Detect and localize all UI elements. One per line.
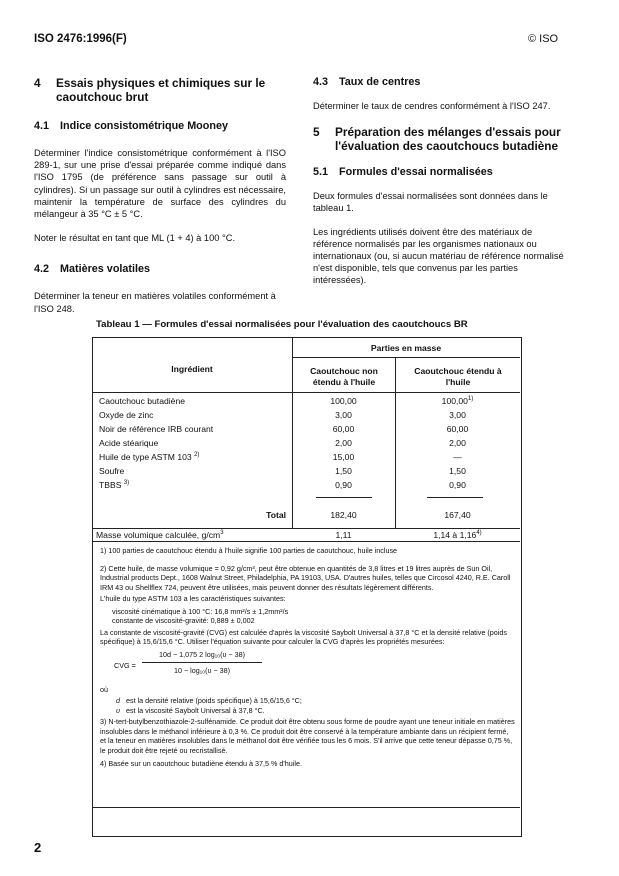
- section-5-1-paragraph-2: Les ingrédients utilisés doivent être des matériaux de référence normalisés par les organismes nationaux ou internationaux (ou, si aucun matériau de référence normalisé n'est disponible, tels que convenus par les parties intéressées).: [313, 226, 564, 286]
- ingredient-row-1-name: Caoutchouc butadiène: [99, 396, 186, 406]
- cvg-numerator: 10d − 1,075 2 log₁₀(υ − 38): [158, 649, 246, 659]
- ingredient-row-4-b: 2,00: [449, 438, 466, 448]
- section-4-1-paragraph-1: Déterminer l'indice consistométrique conformément à l'ISO 289-1, sur une prise d'essai préparée comme indiqué dans l'ISO 1795 (de préférence sans passage sur outil à cylindres). Si un passage sur outil à cylindres est nécessaire, maintenir la température de surface des cylindres du mélangeur à 35 °C ± 5 °C.: [34, 148, 286, 220]
- table-title: Tableau 1 — Formules d'essai normalisées pour l'évaluation des caoutchoucs BR: [96, 319, 468, 330]
- note-2-cvg-text: La constante de viscosité-gravité (CVG) est calculée d'après la viscosité Saybolt Universal à 37,8 °C et la densité relative (poids spécifique) à 15,6/15,6 °C. Utiliser l'équation suivante pour calculer la CVG d'après les propriétés mesurées:: [100, 627, 507, 646]
- ingredient-row-5-a: 15,00: [332, 452, 355, 462]
- where-label: où: [100, 684, 108, 694]
- cvg-denominator: 10 − log₁₀(υ − 38): [173, 665, 231, 675]
- density-top-rule: [92, 528, 520, 529]
- ingredient-row-5-name: Huile de type ASTM 103 $^{2)}$: [99, 452, 200, 462]
- notes-top-rule: [92, 541, 520, 542]
- page-number: 2: [34, 840, 42, 855]
- section-4-1-heading: 4.1 Indice consistométrique Mooney: [34, 120, 228, 132]
- cvg-label: CVG =: [114, 660, 136, 670]
- section-5-1-paragraph-1: Deux formules d'essai normalisées sont données dans le tableau 1.: [313, 191, 548, 214]
- ingredient-header: Ingrédient: [171, 364, 213, 374]
- ingredient-row-3-b: 60,00: [446, 424, 469, 434]
- ingredient-row-6-name: Soufre: [99, 466, 125, 476]
- column-a-header: Caoutchouc non étendu à l'huile: [310, 366, 378, 387]
- note-3: 3) N-tert-butylbenzothiazole-2-sulfénamide. Ce produit doit être obtenu sous forme de poudre ayant une teneur initiale en matières insolubles dans le méthanol inférieure à 0,3 %. Ce produit doit être conservé à la température ambiante dans un récipient fermé, et la teneur en matières insolubles dans le méthanol doit être vérifiée tous les 6 mois. S'il arrive que cette teneur dépasse 0,75 %, le produit doit être rejeté ou recristallisé.: [100, 717, 515, 755]
- table-notes: [100, 546, 515, 769]
- section-5-heading: 5 Préparation des mélanges d'essais pour l'évaluation des caoutchoucs butadiène: [313, 125, 561, 154]
- parts-header: Parties en masse: [370, 343, 442, 353]
- right-column: [313, 76, 566, 287]
- ingredient-row-5-note: 2): [194, 452, 200, 459]
- ingredient-row-3-a: 60,00: [332, 424, 355, 434]
- ingredient-row-1-b-note: 1): [467, 396, 474, 403]
- parts-header-rule: [292, 357, 520, 358]
- note-4-rule: [92, 807, 520, 808]
- ingredient-row-7-a: 0,90: [335, 480, 352, 490]
- cvg-formula: [100, 647, 515, 683]
- ingredient-row-1-a: 100,00: [330, 396, 357, 406]
- section-4-1-paragraph-2: Noter le résultat en tant que ML (1 + 4) à 100 °C.: [34, 233, 236, 244]
- density-b: 1,14 à 1,16$^{4)}$: [433, 530, 482, 540]
- header-rule: [92, 392, 520, 393]
- total-b: 167,40: [444, 510, 471, 520]
- section-5-1-heading: 5.1 Formules d'essai normalisées: [313, 166, 493, 179]
- fraction-bar: [142, 662, 262, 663]
- section-4-3-heading: 4.3 Taux de centres: [313, 76, 421, 88]
- d-definition: d est la densité relative (poids spécifique) à 15,6/15,6 °C;: [116, 696, 302, 705]
- ingredient-row-7-note: 3): [123, 480, 130, 487]
- document-id: ISO 2476:1996(F): [34, 33, 127, 45]
- ingredient-row-6-b: 1,50: [449, 466, 466, 476]
- ingredient-row-4-a: 2,00: [335, 438, 352, 448]
- note-2-vg-constant: constante de viscosité-gravité: 0,889 ± 0,002: [112, 616, 255, 625]
- note-1: 1) 100 parties de caoutchouc étendu à l'huile signifie 100 parties de caoutchouc, huile incluse: [100, 546, 398, 555]
- ingredient-row-5-b: —: [453, 452, 462, 462]
- note-2-viscosity: viscosité cinématique à 100 °C: 16,8 mm²/s ± 1,2mm²/s: [112, 606, 289, 616]
- section-4-2-heading: 4.2 Matières volatiles: [34, 263, 151, 276]
- total-underline-a: [316, 497, 372, 498]
- ingredient-row-3-name: Noir de référence IRB courant: [99, 424, 214, 434]
- ingredient-row-6-a: 1,50: [335, 466, 352, 476]
- total-label: Total: [266, 510, 286, 520]
- section-4-3-paragraph: Déterminer le taux de cendres conformément à l'ISO 247.: [313, 101, 551, 111]
- density-a: 1,11: [335, 530, 352, 540]
- section-4-heading: 4 Essais physiques et chimiques sur le caoutchouc brut: [34, 76, 266, 104]
- ingredient-row-4-name: Acide stéarique: [99, 438, 159, 448]
- ingredient-row-7-name: TBBS $^{3)}$: [99, 480, 130, 490]
- note-2-oil-intro: L'huile du type ASTM 103 a les caractéristiques suivantes:: [100, 594, 286, 603]
- ingredient-row-7-b: 0,90: [449, 480, 466, 490]
- ingredient-row-2-b: 3,00: [449, 410, 466, 420]
- copyright: © ISO: [528, 33, 559, 45]
- ingredient-row-2-name: Oxyde de zinc: [99, 410, 154, 420]
- total-a: 182,40: [330, 510, 357, 520]
- ingredient-row-2-a: 3,00: [335, 410, 352, 420]
- v-definition: υ est la viscosité Saybolt Universal à 37,8 °C.: [116, 705, 265, 715]
- density-label: Masse volumique calculée, $g/cm^3$: [96, 530, 224, 540]
- note-2: 2) Cette huile, de masse volumique = 0,92 g/cm³, peut être obtenue en quantités de 3,8 litres et 19 litres auprès de Sun Oil, Industrial products Dept., 1608 Walnut Street, Philadelphia, PA 19103, USA. D'autres huiles, telles que Circosol 4240, R.E. Caroll IRM 43 ou Shellflex 724, peuvent être utilisées, mais peuvent donner des résultats légèrement différents.: [100, 563, 511, 592]
- column-b-header: Caoutchouc étendu à l'huile: [414, 366, 502, 387]
- left-column: [34, 76, 286, 315]
- section-4-2-paragraph: Déterminer la teneur en matières volatiles conformément à l'ISO 248.: [34, 291, 276, 314]
- note-4: 4) Basée sur un caoutchouc butadiène étendu à 37,5 % d'huile.: [100, 759, 302, 768]
- ingredient-row-1-b: 100,00$^{1)}$: [441, 396, 474, 406]
- total-underline-b: [427, 497, 483, 498]
